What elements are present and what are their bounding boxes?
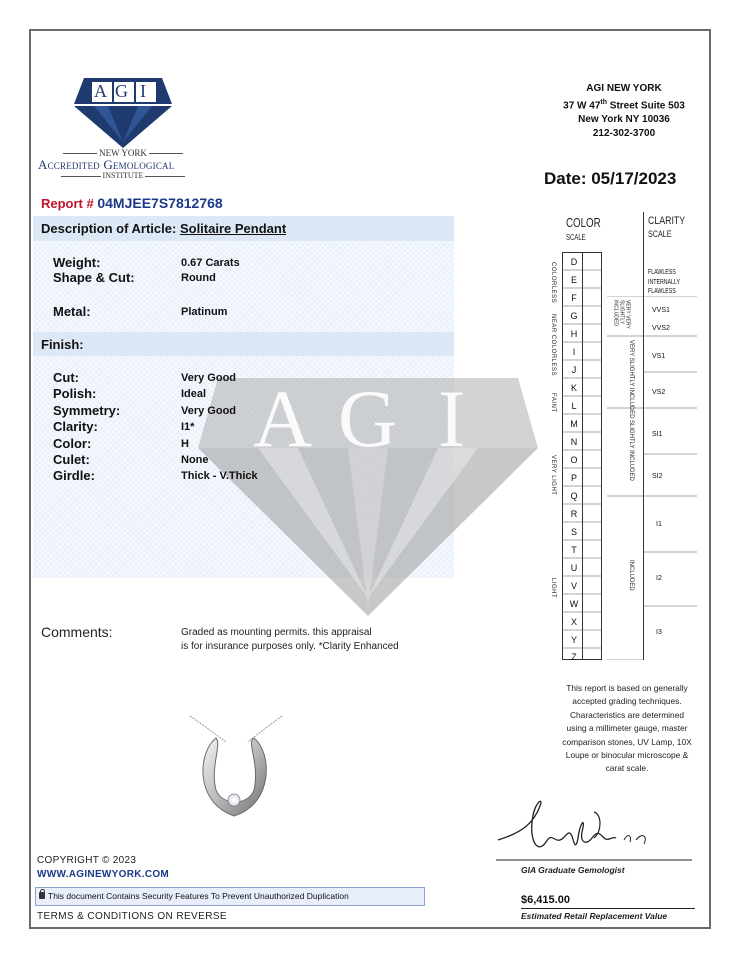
description-value: Solitaire Pendant	[179, 221, 287, 236]
logo-line3	[38, 171, 208, 180]
comments-label: Comments:	[41, 624, 113, 640]
gemologist-signature	[494, 792, 694, 862]
report-number: 04MJEE7S7812768	[97, 195, 223, 211]
clarity-si1: SI1	[652, 431, 663, 438]
color-grade-j: J	[571, 365, 577, 375]
address-block	[548, 82, 700, 141]
security-text: This document Contains Security Features To Prevent Unauthorized Duplication	[48, 891, 349, 901]
signature-caption: GIA Graduate Gemologist	[521, 865, 625, 875]
report-date: Date: 05/17/2023	[544, 169, 677, 188]
svg-text:A: A	[253, 373, 313, 464]
color-grade-v: V	[570, 581, 577, 591]
terms-line[interactable]: TERMS & CONDITIONS ON REVERSE	[37, 911, 227, 922]
retail-value: $6,415.00	[521, 894, 570, 906]
color-group-colorless: COLORLESS	[550, 262, 556, 304]
color-grade-m: M	[570, 419, 578, 429]
copyright: COPYRIGHT © 2023	[37, 855, 137, 866]
color-grade-d: D	[570, 257, 578, 267]
address-city: New York NY 10036	[578, 114, 670, 126]
clarity-group-si: SLIGHTLY INCLUDED	[628, 420, 634, 481]
color-value: H	[181, 438, 189, 450]
weight-value: 0.67 Carats	[181, 257, 240, 269]
color-scale-subtitle: SCALE	[566, 233, 586, 242]
color-group-faint: FAINT	[550, 393, 556, 413]
pendant-image	[188, 712, 284, 824]
grading-note	[552, 682, 702, 776]
color-grade-o: O	[570, 455, 578, 465]
clarity-si2: SI2	[652, 473, 663, 480]
girdle-label: Girdle:	[53, 468, 95, 483]
report-label: Report	[41, 196, 83, 211]
color-grade-f: F	[571, 293, 577, 303]
agi-watermark	[198, 368, 538, 618]
svg-text:I: I	[438, 373, 466, 464]
clarity-value: I1*	[181, 421, 195, 433]
description-label: Description of Article:	[41, 221, 177, 236]
color-grade-y: Y	[570, 635, 577, 645]
weight-label: Weight:	[53, 255, 101, 270]
color-scale-lines	[562, 252, 602, 660]
color-grade-z: Z	[571, 652, 577, 662]
note-line-3: Characteristics are determined	[569, 709, 685, 720]
address-street: 37 W 47th Street Suite 503	[563, 99, 685, 112]
clarity-scale-title: CLARITY	[648, 215, 686, 227]
color-grade-x: X	[570, 617, 577, 627]
comments-line1: Graded as mounting permits. this appraisal	[181, 627, 372, 638]
color-grade-l: L	[571, 401, 577, 411]
note-line-7: carat scale.	[605, 763, 649, 774]
color-group-very-light: VERY LIGHT	[550, 455, 556, 496]
clarity-scale-subtitle: SCALE	[648, 229, 672, 239]
color-group-light: LIGHT	[550, 578, 556, 599]
color-grade-e: E	[570, 275, 577, 285]
girdle-value: Thick - V.Thick	[181, 470, 258, 482]
color-grade-h: H	[570, 329, 578, 339]
color-grade-w: W	[569, 599, 579, 609]
color-grade-s: S	[570, 527, 577, 537]
logo-line2: Accredited Gemological	[38, 157, 175, 172]
shape-value: Round	[181, 272, 216, 284]
color-grade-k: K	[570, 383, 577, 393]
finish-title: Finish:	[41, 337, 84, 352]
clarity-i1: I1	[656, 521, 662, 528]
shape-label: Shape & Cut:	[53, 270, 135, 285]
address-phone: 212-302-3700	[592, 128, 656, 140]
clarity-fl: FLAWLESS	[648, 269, 676, 276]
clarity-i2: I2	[656, 575, 662, 582]
address-name: AGI NEW YORK	[586, 83, 662, 94]
security-banner	[35, 887, 425, 906]
clarity-group-vs: VERY SLIGHTLY INCLUDED	[628, 340, 634, 419]
clarity-i3: I3	[656, 629, 662, 636]
note-line-5: comparison stones, UV Lamp, 10X	[562, 736, 692, 747]
color-label: Color:	[53, 436, 92, 451]
polish-value: Ideal	[181, 388, 207, 400]
note-line-4: using a millimeter gauge, master	[566, 723, 688, 734]
color-grade-g: G	[570, 311, 578, 321]
logo-line3-text: INSTITUTE	[102, 171, 144, 180]
logo-letter-a: A	[94, 81, 107, 101]
retail-value-caption: Estimated Retail Replacement Value	[521, 911, 668, 921]
report-number-line: Report # 04MJEE7S7812768	[41, 195, 223, 211]
logo-letter-i: I	[140, 81, 146, 101]
cut-value: Very Good	[181, 372, 237, 384]
svg-text:G: G	[338, 373, 398, 464]
note-line-6: Loupe or binocular microscope &	[565, 750, 689, 761]
culet-label: Culet:	[53, 452, 90, 467]
website-link[interactable]: WWW.AGINEWYORK.COM	[37, 869, 170, 880]
cut-label: Cut:	[53, 370, 79, 385]
culet-value: None	[181, 454, 209, 466]
color-scale-title: COLOR	[566, 215, 601, 230]
note-line-1: This report is based on generally	[566, 683, 688, 693]
description-line	[41, 221, 286, 236]
symmetry-value: Very Good	[181, 405, 237, 417]
metal-label: Metal:	[53, 304, 91, 319]
note-line-2: accepted grading techniques.	[572, 696, 682, 707]
color-grade-t: T	[571, 545, 577, 555]
clarity-group-vvs: VERY VERY SLIGHTLY INCLUDED	[613, 300, 630, 329]
clarity-vvs1: VVS1	[652, 307, 670, 314]
logo-letter-g: G	[115, 81, 128, 101]
clarity-if-1: INTERNALLY	[648, 279, 681, 286]
color-grade-n: N	[570, 437, 578, 447]
logo-line1-text: NEW YORK	[99, 148, 147, 158]
color-group-near-colorless: NEAR COLORLESS	[550, 314, 556, 377]
clarity-vs1: VS1	[652, 353, 666, 360]
clarity-group-i: INCLUDED	[628, 560, 634, 591]
clarity-if-2: FLAWLESS	[648, 288, 676, 295]
color-grade-q: Q	[570, 491, 578, 501]
finish-bar	[33, 332, 454, 356]
color-grade-i: I	[572, 347, 576, 357]
clarity-vvs2: VVS2	[652, 325, 670, 332]
color-grade-r: R	[570, 509, 578, 519]
comments-line2: is for insurance purposes only. *Clarity Enhanced	[181, 641, 399, 652]
metal-value: Platinum	[181, 306, 228, 318]
retail-value-underline	[521, 908, 695, 909]
color-grade-p: P	[570, 473, 577, 483]
clarity-vs2: VS2	[652, 389, 666, 396]
polish-label: Polish:	[53, 386, 97, 401]
color-grade-u: U	[570, 563, 578, 573]
symmetry-label: Symmetry:	[53, 403, 121, 418]
clarity-label: Clarity:	[53, 419, 98, 434]
lock-icon-shackle	[40, 889, 45, 894]
